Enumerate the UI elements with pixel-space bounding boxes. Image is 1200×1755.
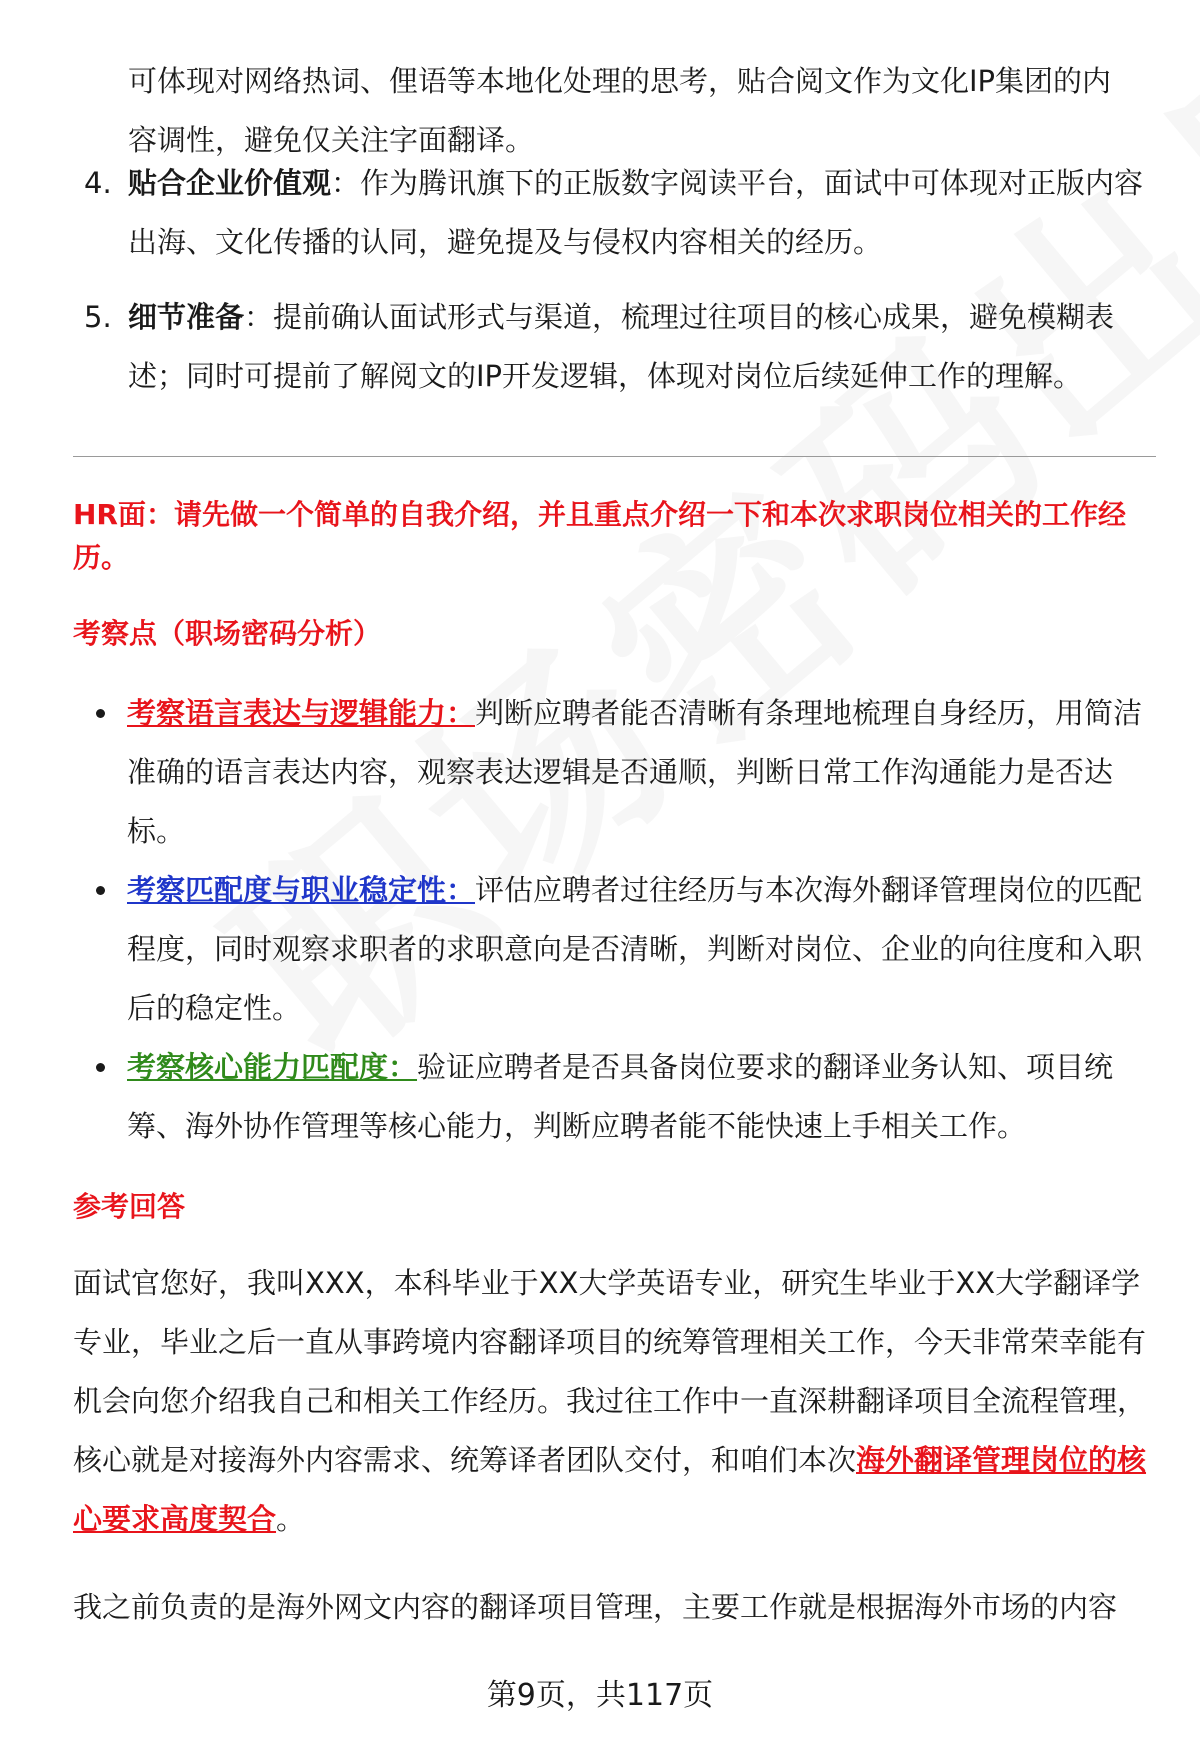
assessment-lead: 考察匹配度与职业稳定性： xyxy=(127,873,476,907)
answer-text-end: 。 xyxy=(276,1502,306,1536)
answer-text: 面试官您好，我叫XXX，本科毕业于XX大学英语专业，研究生毕业于XX大学翻译学专业，毕业之后一直从事跨境内容翻译项目的统筹管理相关工作，今天非常荣幸能有机会向您介绍我自己和相关工作经历。我过往工作中一直深耕翻译项目全流程管理，核心就是对接海外内容需求、统筹译者团队交付，和咱们本次 xyxy=(73,1266,1147,1477)
answer-highlight: 海外翻译管理岗位的核心要求高度契合 xyxy=(73,1443,1147,1536)
tip-number: 5. xyxy=(84,300,112,334)
bullet-dot xyxy=(96,709,105,718)
intro-continuation: 可体现对网络热词、俚语等本地化处理的思考，贴合阅文作为文化IP集团的内容调性，避免仅关注字面翻译。 xyxy=(128,64,1112,157)
assessment-text: 判断应聘者能否清晰有条理地梳理自身经历，用简洁准确的语言表达内容，观察表达逻辑是否通顺，判断日常工作沟通能力是否达标。 xyxy=(127,696,1143,848)
assessment-lead: 考察核心能力匹配度： xyxy=(127,1050,418,1084)
assessment-title: 考察点（职场密码分析） xyxy=(73,617,382,650)
tip-number: 4. xyxy=(84,166,112,200)
assessment-point-core xyxy=(96,1038,1146,1156)
answer-paragraph-2: 我之前负责的是海外网文内容的翻译项目管理，主要工作就是根据海外市场的内容 xyxy=(73,1590,1118,1624)
assessment-text: 评估应聘者过往经历与本次海外翻译管理岗位的匹配程度，同时观察求职者的求职意向是否清晰，判断对岗位、企业的向往度和入职后的稳定性。 xyxy=(127,873,1143,1025)
tip-item-5 xyxy=(84,288,1144,406)
answer-paragraph-1 xyxy=(73,1254,1155,1549)
assessment-point-language xyxy=(96,684,1146,861)
section-divider xyxy=(73,456,1156,457)
tip-item-4 xyxy=(84,154,1144,272)
answer-title: 参考回答 xyxy=(73,1190,186,1223)
bullet-dot xyxy=(96,1063,105,1072)
assessment-lead: 考察语言表达与逻辑能力： xyxy=(127,696,476,730)
tip-text: ：提前确认面试形式与渠道，梳理过往项目的核心成果，避免模糊表述；同时可提前了解阅文的IP开发逻辑，体现对岗位后续延伸工作的理解。 xyxy=(128,300,1115,393)
tip-title: 细节准备 xyxy=(128,300,245,334)
bullet-dot xyxy=(96,886,105,895)
tip-title: 贴合企业价值观 xyxy=(128,166,332,200)
assessment-point-fit xyxy=(96,861,1146,1038)
interview-question: HR面：请先做一个简单的自我介绍，并且重点介绍一下和本次求职岗位相关的工作经历。 xyxy=(73,498,1126,574)
tip-text: ：作为腾讯旗下的正版数字阅读平台，面试中可体现对正版内容出海、文化传播的认同，避免提及与侵权内容相关的经历。 xyxy=(128,166,1144,259)
assessment-text: 验证应聘者是否具备岗位要求的翻译业务认知、项目统筹、海外协作管理等核心能力，判断应聘者能不能快速上手相关工作。 xyxy=(127,1050,1114,1143)
page-footer: 第9页，共117页 xyxy=(486,1678,714,1713)
